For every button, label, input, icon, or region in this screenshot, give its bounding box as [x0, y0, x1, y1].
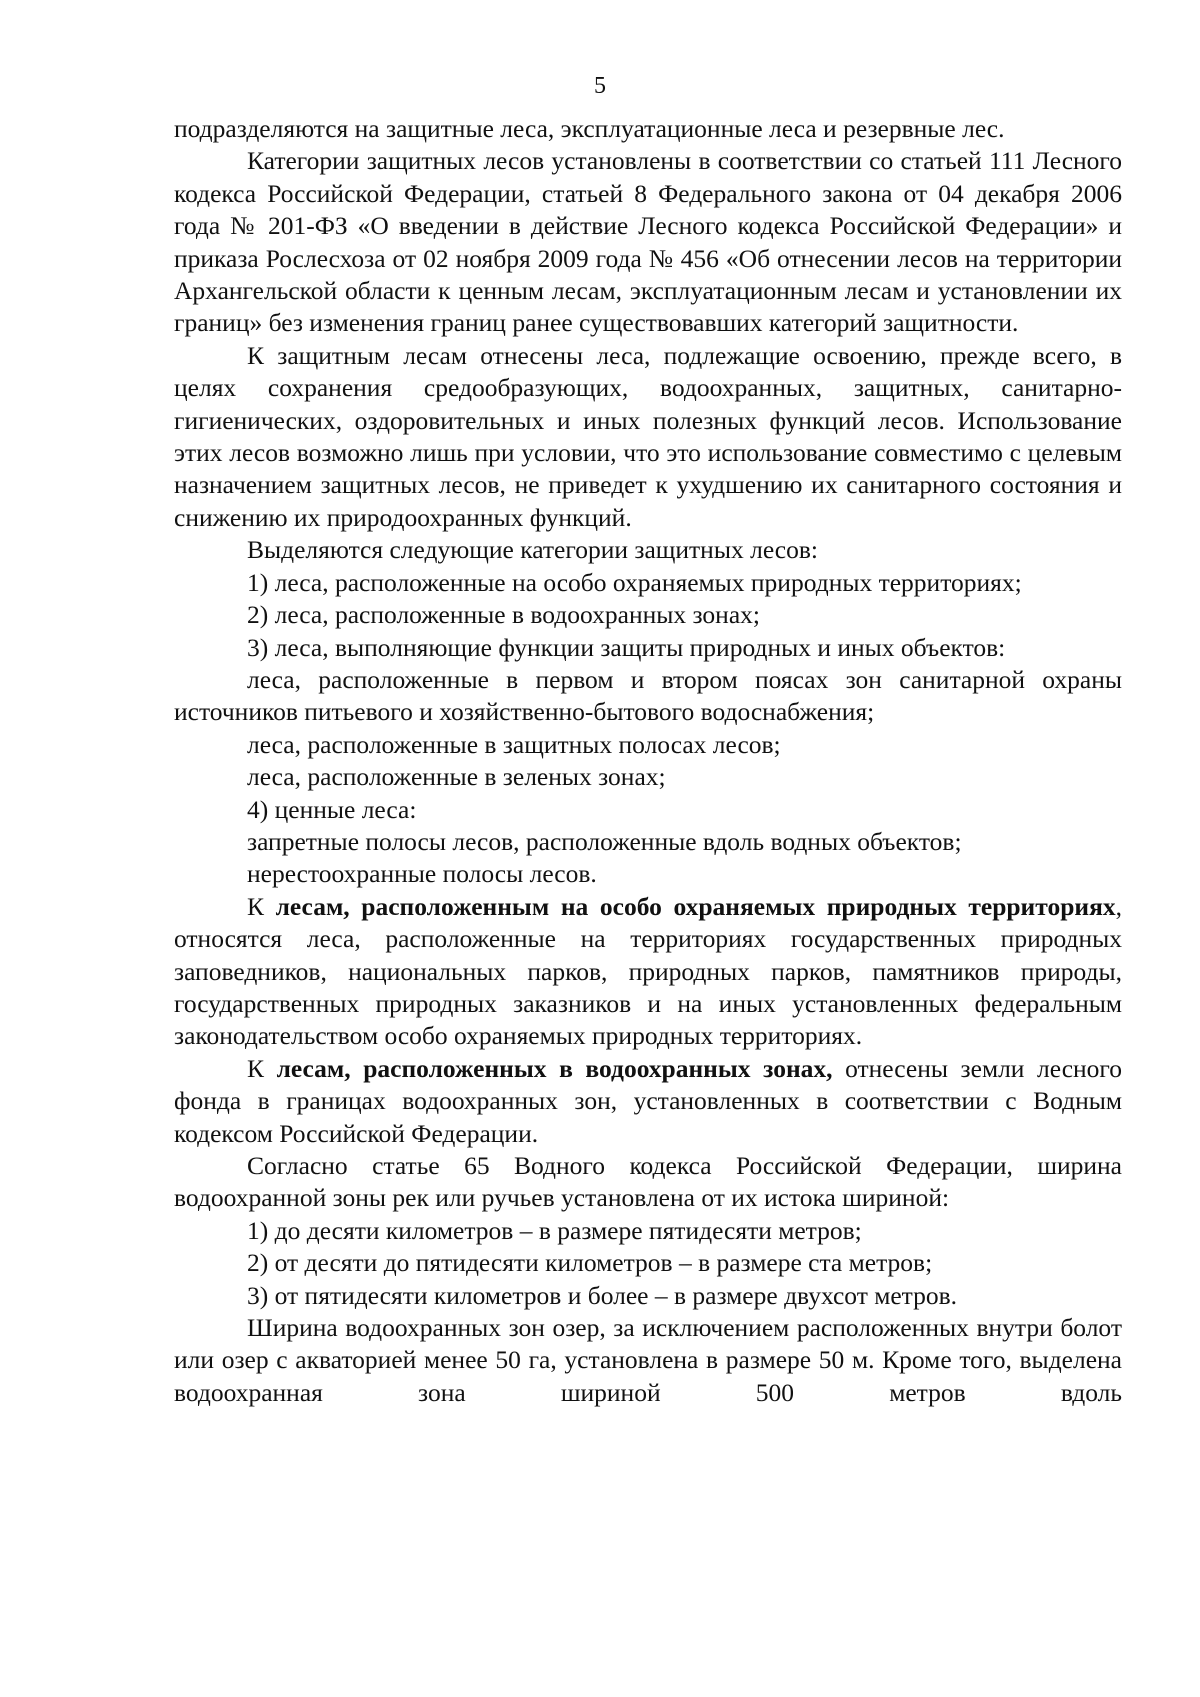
- list-subitem-restricted-strips: запретные полосы лесов, расположенные вдоль водных объектов;: [247, 826, 962, 856]
- paragraph-text: , относятся леса, расположенные на территориях государственных природных заповедников, национальных парков, природных парков, памятников природы, государственных природных заказников и на иных установленных федеральным законодательством особо охраняемых природных территориях.: [174, 891, 1122, 1051]
- list-item-4: 4) ценные леса:: [247, 794, 417, 824]
- document-body: [174, 113, 1122, 1409]
- paragraph-lake-zones: Ширина водоохранных зон озер, за исключением расположенных внутри болот или озер с акваторией менее 50 га, установлена в размере 50 м. Кроме того, выделена водоохранная зона шириной 500 метров вдоль: [174, 1313, 1122, 1407]
- list-item-2: 2) леса, расположенные в водоохранных зонах;: [247, 600, 760, 630]
- width-item-1: 1) до десяти километров – в размере пятидесяти метров;: [247, 1215, 862, 1245]
- paragraph-bold-term: лесам, расположенных в водоохранных зонах,: [276, 1053, 833, 1083]
- paragraph-protected-territories: [174, 891, 1122, 1053]
- paragraph-water-code-article: Согласно статье 65 Водного кодекса Российской Федерации, ширина водоохранной зоны рек или ручьев установлена от их истока шириной:: [174, 1151, 1122, 1213]
- paragraph-bold-term: лесам, расположенным на особо охраняемых природных территориях: [275, 891, 1116, 921]
- list-item-1: 1) леса, расположенные на особо охраняемых природных территориях;: [247, 567, 1022, 597]
- list-subitem-protective-strips: леса, расположенные в защитных полосах лесов;: [247, 729, 781, 759]
- paragraph-protective-forests: К защитным лесам отнесены леса, подлежащие освоению, прежде всего, в целях сохранения средообразующих, водоохранных, защитных, санитарно-гигиенических, оздоровительных и иных полезных функций лесов. Использование этих лесов возможно лишь при условии, что это использование совместимо с целевым назначением защитных лесов, не приведет к ухудшению их санитарного состояния и снижению их природоохранных функций.: [174, 340, 1122, 532]
- width-item-2: 2) от десяти до пятидесяти километров – в размере ста метров;: [247, 1248, 933, 1278]
- width-item-3: 3) от пятидесяти километров и более – в размере двухсот метров.: [247, 1280, 958, 1310]
- paragraph-categories-intro: Выделяются следующие категории защитных лесов:: [247, 535, 818, 565]
- page-number: 5: [594, 73, 606, 99]
- paragraph-water-protection-zones: [174, 1053, 1122, 1150]
- list-subitem-sanitary: леса, расположенные в первом и втором поясах зон санитарной охраны источников питьевого и хозяйственно-бытового водоснабжения;: [174, 664, 1122, 727]
- paragraph-continuation: подразделяются на защитные леса, эксплуатационные леса и резервные лес.: [174, 114, 1005, 143]
- list-item-3: 3) леса, выполняющие функции защиты природных и иных объектов:: [247, 632, 1006, 662]
- list-subitem-spawning-strips: нерестоохранные полосы лесов.: [247, 859, 597, 889]
- list-subitem-green-zones: леса, расположенные в зеленых зонах;: [247, 762, 666, 792]
- paragraph-prefix: К: [247, 1053, 277, 1083]
- paragraph-prefix: К: [247, 891, 276, 921]
- paragraph-text: отнесены земли лесного фонда в границах водоохранных зон, установленных в соответствии с Водным кодексом Российской Федерации.: [174, 1053, 1122, 1148]
- paragraph-categories-established: Категории защитных лесов установлены в соответствии со статьей 111 Лесного кодекса Российской Федерации, статьей 8 Федерального закона от 04 декабря 2006 года № 201-ФЗ «О введении в действие Лесного кодекса Российской Федерации» и приказа Рослесхоза от 02 ноября 2009 года № 456 «Об отнесении лесов на территории Архангельской области к ценным лесам, эксплуатационным лесам и установлении их границ» без изменения границ ранее существовавших категорий защитности.: [174, 146, 1122, 338]
